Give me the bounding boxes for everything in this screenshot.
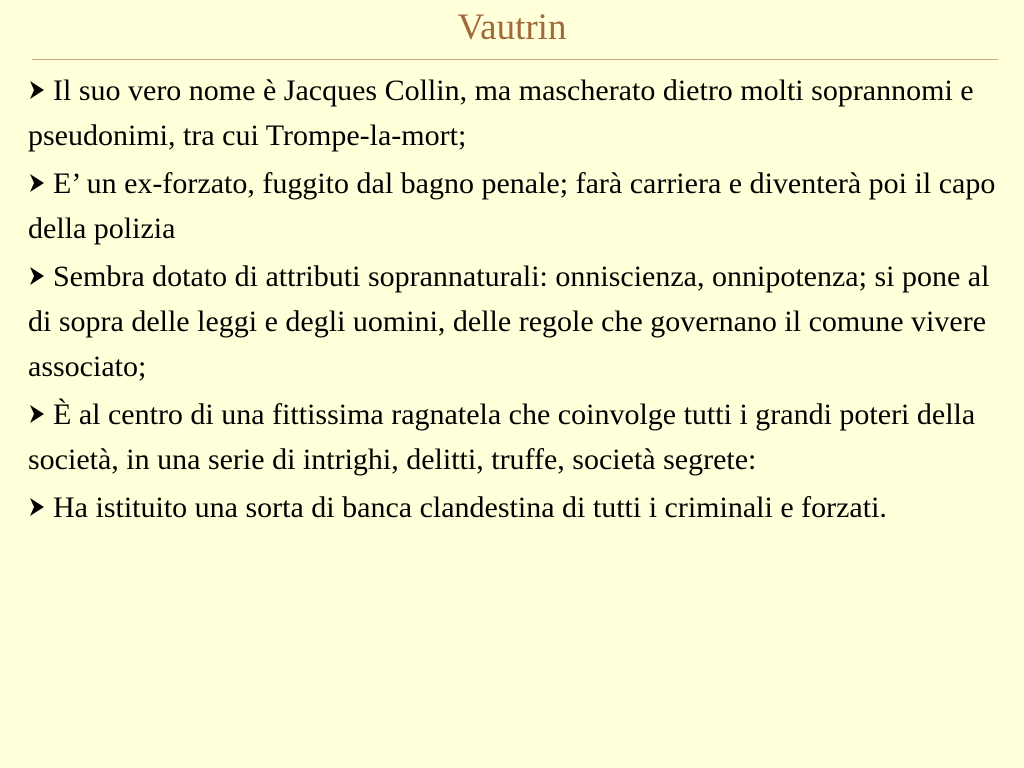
bullet-item <box>28 392 996 482</box>
bullet-text: Sembra dotato di attributi soprannaturali: onniscienza, onnipotenza; si pone al di sopra delle leggi e degli uomini, delle regole che governano il comune vivere associato; <box>28 260 990 383</box>
bullet-text: Il suo vero nome è Jacques Collin, ma mascherato dietro molti soprannomi e pseudonimi, tra cui Trompe-la-mort; <box>28 74 974 152</box>
bullet-text: È al centro di una fittissima ragnatela che coinvolge tutti i grandi poteri della società, in una serie di intrighi, delitti, truffe, società segrete: <box>28 398 976 476</box>
arrowhead-bullet-icon <box>28 254 46 299</box>
arrowhead-bullet-icon <box>28 68 46 113</box>
bullet-text: E’ un ex-forzato, fuggito dal bagno penale; farà carriera e diventerà poi il capo della polizia <box>28 167 996 245</box>
arrowhead-bullet-icon <box>28 161 46 206</box>
bullet-list <box>28 68 996 533</box>
title-divider <box>32 59 998 60</box>
slide-title: Vautrin <box>457 7 567 48</box>
bullet-item <box>28 68 996 158</box>
arrowhead-bullet-icon <box>28 392 46 437</box>
arrowhead-bullet-icon <box>28 485 46 530</box>
bullet-item <box>28 254 996 389</box>
bullet-item <box>28 161 996 251</box>
bullet-text: Ha istituito una sorta di banca clandestina di tutti i criminali e forzati. <box>53 491 887 524</box>
bullet-item <box>28 485 996 530</box>
